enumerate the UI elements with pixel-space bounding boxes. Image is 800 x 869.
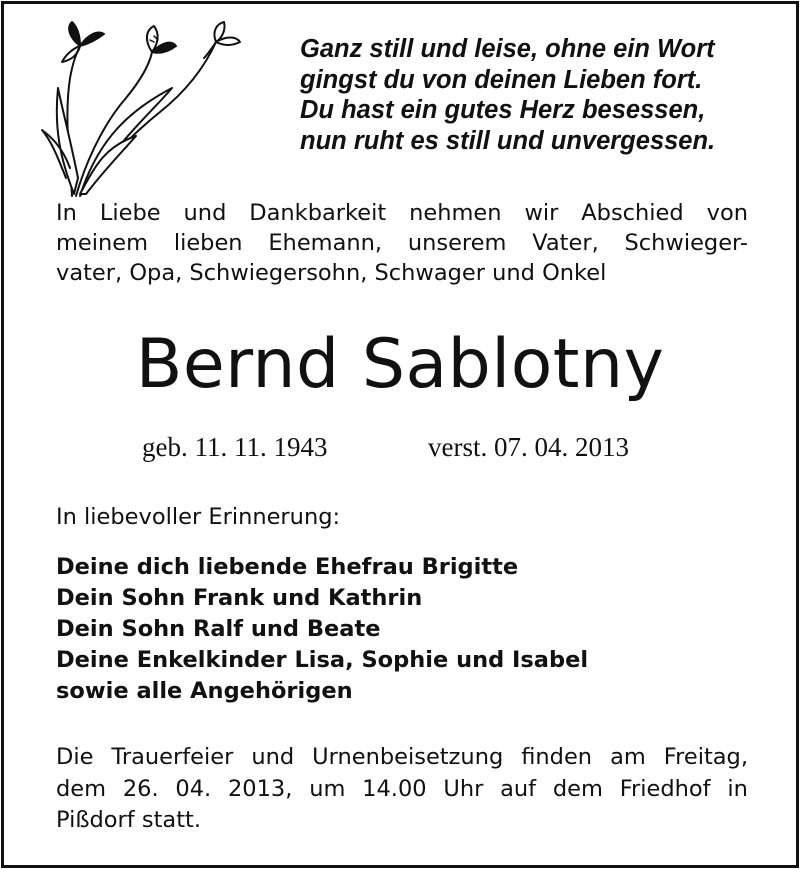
poem-line: gingst du von deinen Lieben fort. <box>300 65 703 94</box>
family-member: sowie alle Angehörigen <box>56 678 353 704</box>
memory-heading: In liebevoller Erinnerung: <box>56 504 341 530</box>
word: Die <box>56 744 94 770</box>
poem-line: Ganz still und leise, ohne ein Wort <box>300 35 715 63</box>
family-member: Dein Sohn Frank und Kathrin <box>56 585 423 611</box>
word: Urnenbeisetzung <box>312 744 504 770</box>
word: wir <box>524 200 559 226</box>
word: Freitag, <box>663 744 748 770</box>
word: unserem <box>407 230 507 256</box>
word: lieben <box>173 230 243 256</box>
intro-line: vater, Opa, Schwiegersohn, Schwager und Onkel <box>56 260 607 286</box>
word: 14.00 <box>362 775 427 802</box>
notice-line: Pißdorf statt. <box>56 807 201 833</box>
funeral-notice <box>56 742 748 837</box>
word: Trauerfeier <box>111 744 234 770</box>
word: In <box>56 200 77 226</box>
deceased-name: Bernd Sablotny <box>135 325 665 404</box>
notice-line <box>56 742 748 774</box>
family-member: Dein Sohn Ralf und Beate <box>56 616 381 642</box>
word: Vater, <box>532 230 599 256</box>
word: Uhr <box>443 775 484 802</box>
word: von <box>706 200 748 226</box>
word: 04. <box>175 775 212 802</box>
obituary-notice <box>1 1 799 868</box>
word: Liebe <box>99 200 161 226</box>
poem-line: Du hast ein gutes Herz besessen, <box>300 96 706 124</box>
word: auf <box>500 775 537 802</box>
word: am <box>610 744 646 770</box>
word: und <box>183 200 227 226</box>
poem-line: nun ruht es still und unvergessen. <box>300 126 716 155</box>
word: dem <box>552 775 603 802</box>
word: meinem <box>56 230 149 256</box>
intro-line <box>56 198 748 228</box>
word: Dankbarkeit <box>249 200 387 226</box>
birth-date: geb. 11. 11. 1943 <box>142 432 328 462</box>
intro-line <box>56 228 748 258</box>
word: in <box>727 775 748 802</box>
word: finden <box>521 744 593 770</box>
family-list <box>56 552 588 707</box>
notice-line <box>56 774 748 806</box>
word: Schwieger- <box>624 230 748 256</box>
intro-paragraph <box>56 198 748 288</box>
family-member: Deine dich liebende Ehefrau Brigitte <box>56 554 519 580</box>
word: Abschied <box>581 200 684 226</box>
poem <box>300 34 770 156</box>
word: um <box>309 775 346 802</box>
word: 26. <box>122 775 159 802</box>
word: nehmen <box>409 200 502 226</box>
word: dem <box>56 775 107 802</box>
word: Friedhof <box>619 775 711 802</box>
word: und <box>251 744 295 770</box>
word: Ehemann, <box>268 230 383 256</box>
family-member: Deine Enkelkinder Lisa, Sophie und Isabel <box>56 647 589 673</box>
word: 2013, <box>227 775 293 802</box>
iris-flower-icon <box>40 18 250 200</box>
death-date: verst. 07. 04. 2013 <box>428 432 629 462</box>
